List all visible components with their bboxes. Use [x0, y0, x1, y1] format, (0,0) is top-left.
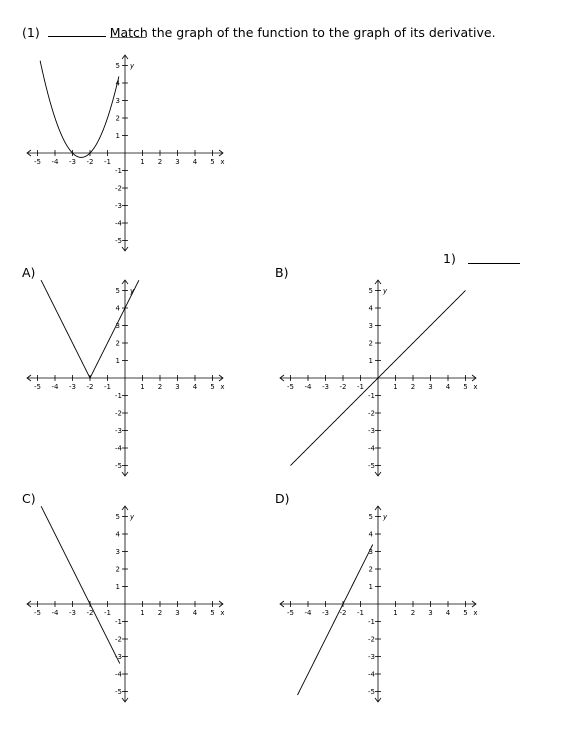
- y-tick-label: -4: [115, 670, 122, 679]
- question-header: [22, 25, 496, 40]
- y-tick-label: 3: [368, 322, 373, 330]
- x-tick-label: 2: [410, 383, 416, 391]
- y-tick-label: -5: [115, 462, 122, 470]
- y-tick-label: -2: [368, 635, 375, 644]
- x-tick-label: 5: [210, 383, 215, 391]
- y-tick-label: -5: [368, 462, 375, 470]
- function-curve: [41, 506, 120, 663]
- y-tick-label: 4: [368, 530, 373, 539]
- y-tick-label: 4: [115, 304, 120, 313]
- x-tick-label: 3: [428, 383, 433, 391]
- x-tick-label: -1: [357, 383, 364, 391]
- y-tick-label: 2: [115, 565, 120, 574]
- x-tick-label: -4: [51, 609, 59, 617]
- original-function-graph: [25, 53, 225, 253]
- choice-b-graph[interactable]: [278, 278, 478, 478]
- y-tick-label: -2: [115, 409, 122, 418]
- y-axis-label: y: [383, 287, 388, 295]
- y-tick-label: 5: [115, 62, 120, 70]
- x-tick-label: -3: [69, 158, 76, 166]
- y-tick-label: -2: [115, 635, 122, 644]
- x-tick-label: -2: [339, 609, 347, 617]
- choice-c-label: C): [22, 491, 36, 506]
- y-tick-label: 3: [115, 548, 120, 556]
- x-tick-label: 4: [192, 383, 198, 391]
- y-tick-label: -1: [368, 618, 375, 626]
- x-axis-label: x: [473, 609, 478, 617]
- y-axis-label: y: [130, 513, 135, 521]
- y-tick-label: -5: [115, 688, 122, 696]
- x-tick-label: -2: [86, 383, 94, 391]
- x-tick-label: 3: [175, 609, 180, 617]
- x-axis-label: x: [220, 609, 225, 617]
- choice-b-label: B): [275, 265, 289, 280]
- x-axis-label: x: [220, 158, 225, 166]
- y-tick-label: 4: [115, 79, 120, 88]
- y-tick-label: 2: [368, 339, 373, 348]
- y-tick-label: -5: [368, 688, 375, 696]
- x-tick-label: -3: [322, 383, 329, 391]
- x-tick-label: 1: [393, 609, 398, 617]
- y-tick-label: -2: [368, 409, 375, 418]
- question-number: (1): [22, 25, 40, 40]
- y-tick-label: 3: [368, 548, 373, 556]
- x-tick-label: 3: [428, 609, 433, 617]
- y-tick-label: -4: [368, 444, 375, 453]
- x-tick-label: -2: [339, 383, 347, 391]
- function-curve: [41, 280, 139, 378]
- y-tick-label: -5: [115, 237, 122, 245]
- y-tick-label: 4: [368, 304, 373, 313]
- x-tick-label: -5: [287, 609, 294, 617]
- spellcheck-underline: [110, 37, 146, 38]
- x-tick-label: 5: [210, 158, 215, 166]
- question-instruction: Match the graph of the function to the graph of its derivative.: [109, 25, 496, 40]
- x-tick-label: -2: [86, 158, 94, 166]
- choice-a-graph[interactable]: [25, 278, 225, 478]
- choice-a-label: A): [22, 265, 36, 280]
- x-tick-label: -4: [51, 383, 59, 391]
- y-tick-label: 2: [115, 114, 120, 123]
- answer-blank[interactable]: [48, 36, 106, 37]
- y-tick-label: -1: [115, 167, 122, 175]
- x-tick-label: -4: [51, 158, 59, 166]
- y-tick-label: 5: [115, 513, 120, 521]
- choice-d-graph[interactable]: [278, 504, 478, 704]
- x-tick-label: 4: [445, 609, 451, 617]
- y-tick-label: 4: [115, 530, 120, 539]
- x-tick-label: 1: [140, 383, 145, 391]
- function-curve: [298, 545, 373, 696]
- x-tick-label: -4: [304, 383, 312, 391]
- y-axis-label: y: [383, 513, 388, 521]
- y-tick-label: 5: [368, 513, 373, 521]
- x-tick-label: -3: [69, 609, 76, 617]
- x-axis-label: x: [220, 383, 225, 391]
- x-tick-label: 2: [410, 609, 416, 617]
- y-tick-label: -1: [115, 392, 122, 400]
- y-tick-label: -3: [115, 427, 122, 435]
- function-curve: [40, 61, 119, 158]
- y-tick-label: -3: [368, 653, 375, 661]
- x-tick-label: 1: [140, 158, 145, 166]
- y-tick-label: -3: [115, 653, 122, 661]
- x-tick-label: 4: [192, 158, 198, 166]
- y-tick-label: 1: [115, 132, 120, 140]
- y-tick-label: 2: [368, 565, 373, 574]
- y-tick-label: 1: [115, 357, 120, 365]
- x-tick-label: 2: [157, 609, 163, 617]
- x-tick-label: 2: [157, 383, 163, 391]
- x-tick-label: 5: [210, 609, 215, 617]
- x-tick-label: -5: [287, 383, 294, 391]
- x-tick-label: 5: [463, 383, 468, 391]
- x-tick-label: -3: [322, 609, 329, 617]
- x-tick-label: -1: [357, 609, 364, 617]
- x-tick-label: -1: [104, 158, 111, 166]
- x-tick-label: -1: [104, 609, 111, 617]
- x-tick-label: -2: [86, 609, 94, 617]
- x-tick-label: -1: [104, 383, 111, 391]
- y-tick-label: 1: [115, 583, 120, 591]
- y-tick-label: 2: [115, 339, 120, 348]
- x-tick-label: 1: [393, 383, 398, 391]
- y-tick-label: -4: [115, 444, 122, 453]
- y-tick-label: 3: [115, 97, 120, 105]
- x-tick-label: -4: [304, 609, 312, 617]
- y-tick-label: -1: [115, 618, 122, 626]
- y-tick-label: -3: [368, 427, 375, 435]
- y-tick-label: -2: [115, 184, 122, 193]
- y-tick-label: -1: [368, 392, 375, 400]
- y-tick-label: -4: [115, 219, 122, 228]
- y-tick-label: 3: [115, 322, 120, 330]
- y-tick-label: -4: [368, 670, 375, 679]
- y-tick-label: 5: [368, 287, 373, 295]
- choice-d-label: D): [275, 491, 290, 506]
- y-tick-label: 1: [368, 583, 373, 591]
- y-tick-label: 1: [368, 357, 373, 365]
- y-axis-label: y: [130, 62, 135, 70]
- x-tick-label: 3: [175, 158, 180, 166]
- x-tick-label: 2: [157, 158, 163, 166]
- y-tick-label: 5: [115, 287, 120, 295]
- x-tick-label: -3: [69, 383, 76, 391]
- x-tick-label: -5: [34, 383, 41, 391]
- x-tick-label: 5: [463, 609, 468, 617]
- x-tick-label: -5: [34, 609, 41, 617]
- answer-label: 1): [443, 251, 456, 266]
- x-tick-label: -5: [34, 158, 41, 166]
- x-axis-label: x: [473, 383, 478, 391]
- choice-c-graph[interactable]: [25, 504, 225, 704]
- x-tick-label: 3: [175, 383, 180, 391]
- answer-line[interactable]: [468, 263, 520, 264]
- x-tick-label: 4: [192, 609, 198, 617]
- x-tick-label: 4: [445, 383, 451, 391]
- y-tick-label: -3: [115, 202, 122, 210]
- x-tick-label: 1: [140, 609, 145, 617]
- y-axis-label: y: [130, 287, 135, 295]
